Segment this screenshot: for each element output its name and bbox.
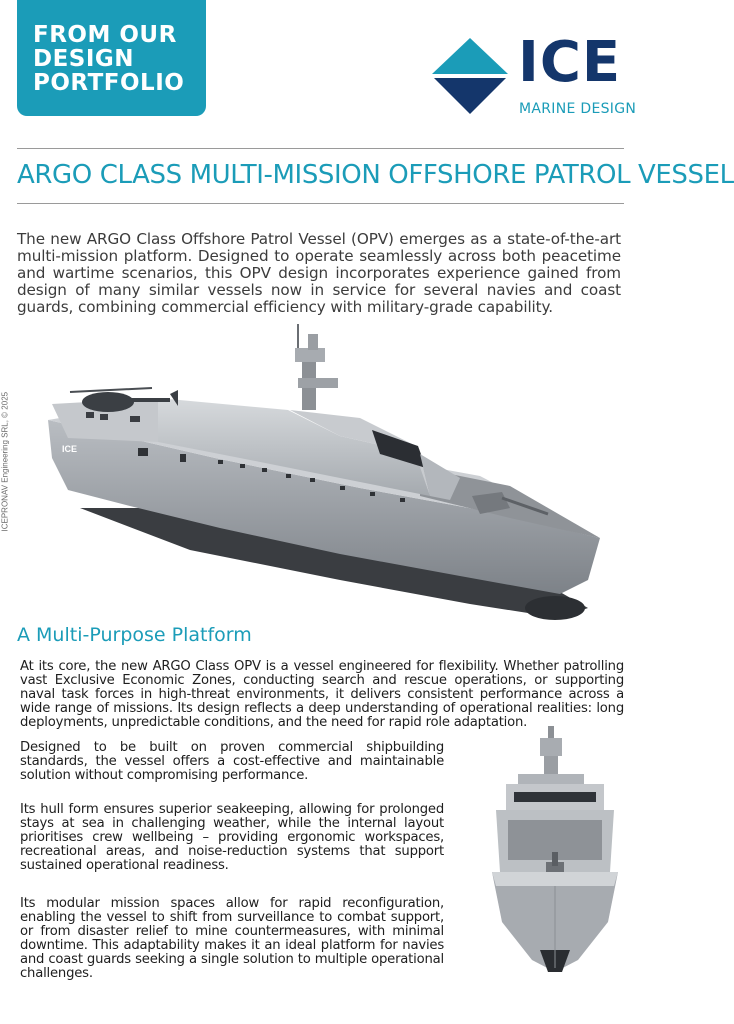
opv-bow-view-illustration	[488, 722, 622, 974]
opv-vessel-illustration	[40, 318, 610, 633]
hull-mark: ICE	[62, 444, 78, 454]
section-paragraph-1: At its core, the new ARGO Class OPV is a vessel engineered for flexibility. Whether patrolling vast Exclusive Economic Zones, conducting search and rescue operations, or supporting naval task forces in high-threat environments, it delivers consistent performance across a wide range of missions. Its design reflects a deep understanding of operational realities: long deployments, unpredictable conditions, and the need for rapid role adaptation.	[20, 659, 624, 730]
title-rule-bottom	[17, 203, 624, 204]
copyright-note: ICEPRONAV Engineering SRL, © 2025	[0, 391, 10, 532]
section-paragraph-2: Designed to be built on proven commercial shipbuilding standards, the vessel offers a cost-effective and maintainable solution without compromising performance.	[20, 740, 444, 783]
badge-line-1: FROM OUR	[33, 22, 177, 48]
page-title: ARGO CLASS MULTI-MISSION OFFSHORE PATROL VESSEL	[17, 160, 734, 190]
intro-paragraph: The new ARGO Class Offshore Patrol Vessel (OPV) emerges as a state-of-the-art multi-mission platform. Designed to operate seamlessly across both peacetime and wartime scenarios, this OPV design incorporates experience gained from design of many similar vessels now in service for several navies and coast guards, combining commercial efficiency with military-grade capability.	[17, 230, 621, 316]
title-rule-top	[17, 148, 624, 149]
logo-subtitle: MARINE DESIGN	[519, 101, 637, 117]
badge-line-3: PORTFOLIO	[33, 70, 185, 96]
section-paragraph-3: Its hull form ensures superior seakeeping, allowing for prolonged stays at sea in challenging weather, while the internal layout prioritises crew wellbeing – providing ergonomic workspaces, recreational areas, and noise-reduction systems that support sustained operational readiness.	[20, 802, 444, 873]
section-heading: A Multi-Purpose Platform	[17, 624, 252, 646]
portfolio-badge	[17, 0, 206, 116]
section-paragraph-4: Its modular mission spaces allow for rapid reconfiguration, enabling the vessel to shift from surveillance to combat support, or from disaster relief to mine countermeasures, with minimal downtime. This adaptability makes it an ideal platform for navies and coast guards seeking a single solution to multiple operational challenges.	[20, 896, 444, 981]
logo-word: ICE	[518, 30, 622, 95]
badge-line-2: DESIGN	[33, 46, 135, 72]
